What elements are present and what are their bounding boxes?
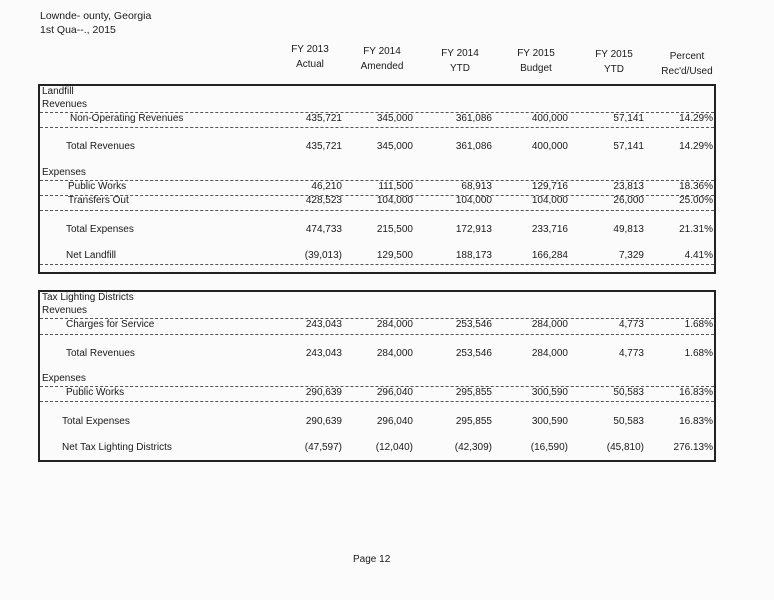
county-title: Lownde- ounty, Georgia xyxy=(40,10,152,22)
col-fy2013-actual: FY 2013 Actual xyxy=(291,44,329,70)
table-row: Non-Operating Revenues 435,721 345,000 361,086 400,000 57,141 14.29% xyxy=(70,113,713,124)
section-title: Landfill xyxy=(42,86,74,97)
col-fy2015-budget: FY 2015 Budget xyxy=(517,48,555,74)
table-row: Net Tax Lighting Districts (47,597) (12,040) (42,309) (16,590) (45,810) 276.13% xyxy=(62,442,713,453)
col-fy2014-amended: FY 2014 Amended xyxy=(360,46,404,72)
table-row: Total Revenues 435,721 345,000 361,086 400,000 57,141 14.29% xyxy=(66,141,713,152)
table-row: Total Expenses 290,639 296,040 295,855 300,590 50,583 16.83% xyxy=(62,416,713,427)
table-row: Public Works 46,210 111,500 68,913 129,716 23,813 18.36% xyxy=(68,181,713,192)
table-row: Charges for Service 243,043 284,000 253,546 284,000 4,773 1.68% xyxy=(66,319,713,330)
expenses-heading: Expenses xyxy=(42,373,86,384)
table-row: Total Revenues 243,043 284,000 253,546 284,000 4,773 1.68% xyxy=(66,348,713,359)
section-title: Tax Lighting Districts xyxy=(42,292,134,303)
page-number: Page 12 xyxy=(353,554,391,565)
table-row: Public Works 290,639 296,040 295,855 300,590 50,583 16.83% xyxy=(66,387,713,398)
revenues-heading: Revenues xyxy=(42,305,88,316)
table-row: Total Expenses 474,733 215,500 172,913 233,716 49,813 21.31% xyxy=(66,224,713,235)
col-fy2015-ytd: FY 2015 YTD xyxy=(595,49,633,75)
expenses-heading: Expenses xyxy=(42,167,86,178)
table-row: Transfers Out 428,523 104,000 104,000 104,000 26,000 25.00% xyxy=(68,195,713,206)
landfill-section xyxy=(38,84,716,274)
tax-lighting-section xyxy=(38,290,716,462)
quarter-title: 1st Qua--., 2015 xyxy=(40,24,116,36)
table-row: Net Landfill (39,013) 129,500 188,173 166,284 7,329 4.41% xyxy=(66,250,713,261)
col-percent: Percent Rec'd/Used xyxy=(661,51,713,77)
col-fy2014-ytd: FY 2014 YTD xyxy=(441,48,479,74)
revenues-heading: Revenues xyxy=(42,99,88,110)
